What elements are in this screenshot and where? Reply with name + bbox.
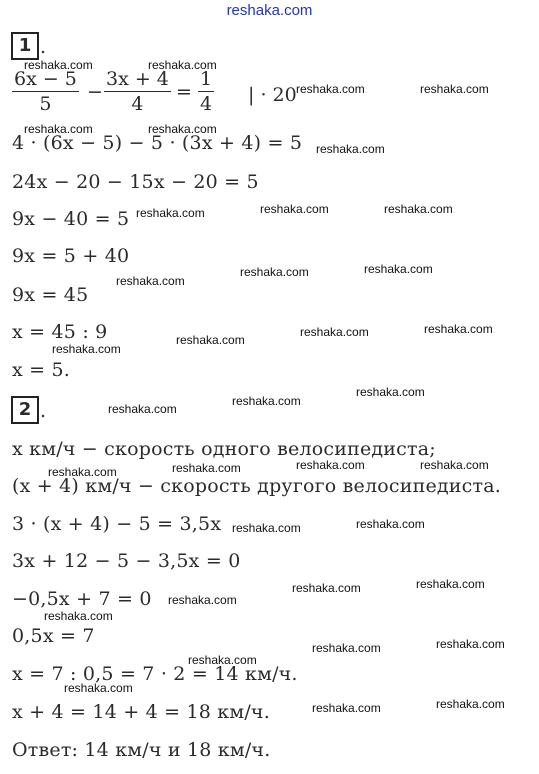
task2-line-4: 3x + 12 − 5 − 3,5x = 0 <box>12 550 241 572</box>
watermark: reshaka.com <box>24 122 93 136</box>
watermark: reshaka.com <box>232 394 301 408</box>
watermark: reshaka.com <box>312 641 381 655</box>
task-1-number: 1 <box>11 32 39 60</box>
task1-line-1: 4 · (6x − 5) − 5 · (3x + 4) = 5 <box>12 132 303 154</box>
task2-line-5: −0,5x + 7 = 0 <box>12 588 152 610</box>
fraction-3-numerator: 1 <box>200 68 213 90</box>
task1-line-7: x = 5. <box>12 359 71 381</box>
task2-line-9: Ответ: 14 км/ч и 18 км/ч. <box>12 739 271 761</box>
fraction-2-denominator: 4 <box>131 93 144 115</box>
watermark: reshaka.com <box>300 325 369 339</box>
task2-line-8: x + 4 = 14 + 4 = 18 км/ч. <box>12 701 270 723</box>
watermark: reshaka.com <box>176 333 245 347</box>
task2-line-2: (x + 4) км/ч − скорость другого велосипедиста. <box>12 475 501 497</box>
watermark: reshaka.com <box>356 385 425 399</box>
watermark: reshaka.com <box>148 58 217 72</box>
watermark: reshaka.com <box>436 697 505 711</box>
task2-line-7: x = 7 : 0,5 = 7 · 2 = 14 км/ч. <box>12 663 298 685</box>
watermark: reshaka.com <box>136 206 205 220</box>
site-title[interactable]: reshaka.com <box>226 2 313 19</box>
watermark: reshaka.com <box>364 262 433 276</box>
fraction-1 <box>12 68 79 115</box>
watermark: reshaka.com <box>384 202 453 216</box>
task1-line-6: x = 45 : 9 <box>12 321 108 343</box>
watermark: reshaka.com <box>420 458 489 472</box>
watermark: reshaka.com <box>116 274 185 288</box>
watermark: reshaka.com <box>260 202 329 216</box>
task2-line-6: 0,5x = 7 <box>12 625 95 647</box>
fraction-3-denominator: 4 <box>200 93 213 115</box>
watermark: reshaka.com <box>168 593 237 607</box>
fraction-2 <box>104 68 171 115</box>
task-1-dot: . <box>40 36 47 58</box>
watermark: reshaka.com <box>424 322 493 336</box>
fraction-1-denominator: 5 <box>39 93 52 115</box>
watermark: reshaka.com <box>148 122 217 136</box>
watermark: reshaka.com <box>316 142 385 156</box>
multiplier: | · 20 <box>248 84 297 106</box>
watermark: reshaka.com <box>44 609 113 623</box>
task-2-dot: . <box>40 400 47 422</box>
watermark: reshaka.com <box>240 265 309 279</box>
task1-line-4: 9x = 5 + 40 <box>12 245 130 267</box>
equals-sign: = <box>176 81 192 103</box>
watermark: reshaka.com <box>420 82 489 96</box>
fraction-1-numerator: 6x − 5 <box>14 68 77 90</box>
watermark: reshaka.com <box>64 681 133 695</box>
watermark: reshaka.com <box>48 465 117 479</box>
fraction-3 <box>198 68 214 115</box>
task2-line-3: 3 · (x + 4) − 5 = 3,5x <box>12 513 222 535</box>
task-2-number: 2 <box>11 396 39 424</box>
minus-sign: − <box>87 81 103 103</box>
task1-line-3: 9x − 40 = 5 <box>12 208 130 230</box>
task1-line-2: 24x − 20 − 15x − 20 = 5 <box>12 171 259 193</box>
watermark: reshaka.com <box>188 653 257 667</box>
watermark: reshaka.com <box>172 461 241 475</box>
task1-line-5: 9x = 45 <box>12 284 89 306</box>
watermark: reshaka.com <box>296 458 365 472</box>
watermark: reshaka.com <box>232 521 301 535</box>
watermark: reshaka.com <box>312 701 381 715</box>
watermark: reshaka.com <box>108 402 177 416</box>
watermark: reshaka.com <box>356 517 425 531</box>
watermark: reshaka.com <box>24 58 93 72</box>
watermark: reshaka.com <box>292 581 361 595</box>
watermark: reshaka.com <box>416 577 485 591</box>
watermark: reshaka.com <box>436 637 505 651</box>
watermark: reshaka.com <box>296 82 365 96</box>
task2-line-1: x км/ч − скорость одного велосипедиста; <box>12 438 436 460</box>
watermark: reshaka.com <box>52 342 121 356</box>
fraction-2-numerator: 3x + 4 <box>106 68 169 90</box>
